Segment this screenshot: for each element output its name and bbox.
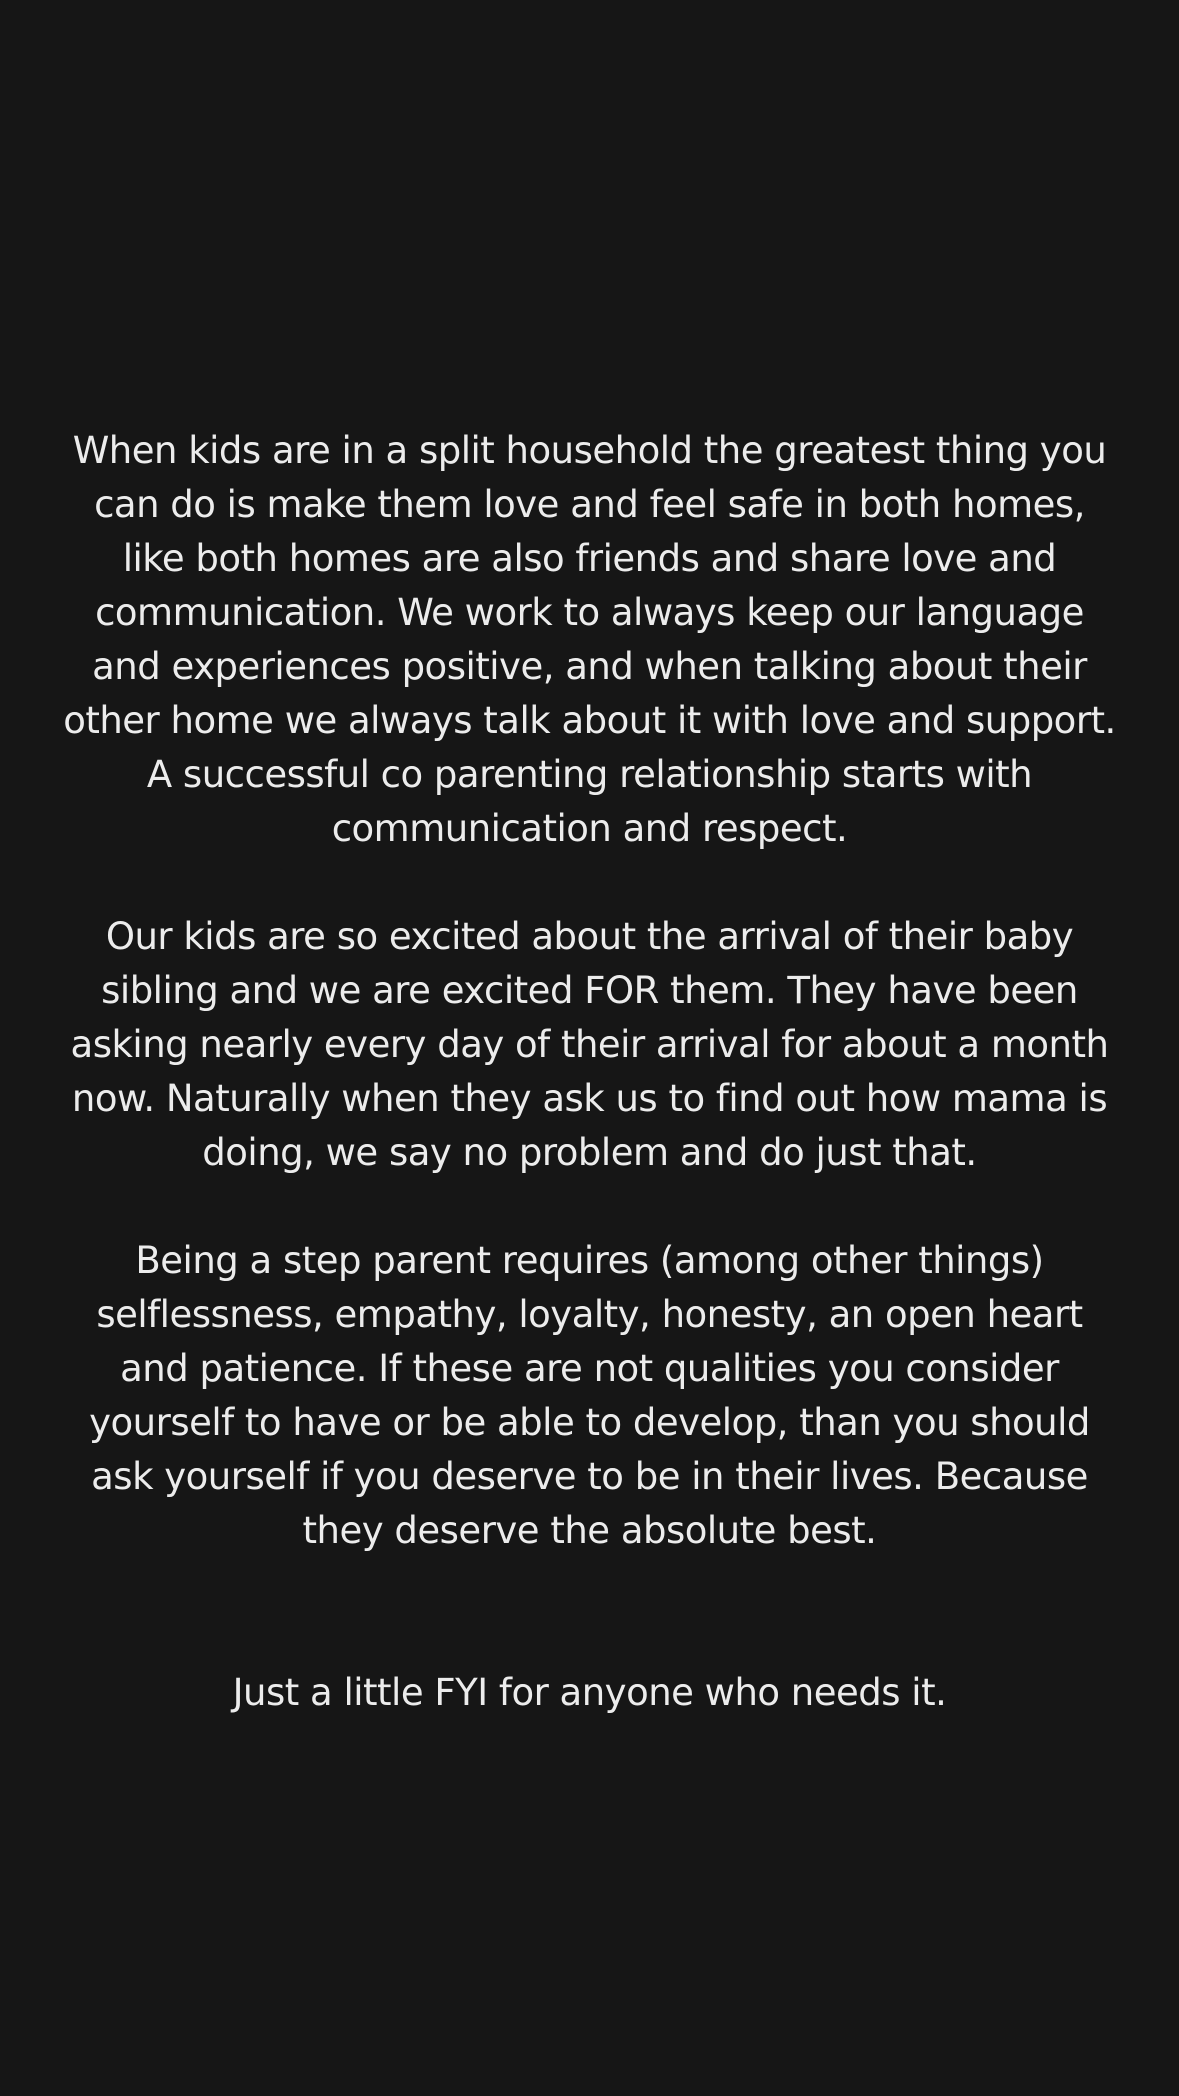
- story-paragraph-step-parent: Being a step parent requires (among other things) selflessness, empathy, loyalty, honesty, an open heart and patience. If these are not qualities you consider yourself to have or be able to develop, than you should ask yourself if you deserve to be in their lives. Because they deserve the absolute best.: [89, 1239, 1090, 1552]
- story-paragraph-co-parenting: When kids are in a split household the greatest thing you can do is make them love and feel safe in both homes, like both homes are also friends and share love and communication. We work to always keep our language and experiences positive, and when talking about their other home we always talk about it with love and support. A successful co parenting relationship starts with communication and respect.: [63, 429, 1116, 850]
- story-paragraph-baby-sibling: Our kids are so excited about the arrival of their baby sibling and we are excited FOR them. They have been asking nearly every day of their arrival for about a month now. Naturally when they ask us to find out how mama is doing, we say no problem and do just that.: [70, 915, 1109, 1174]
- story-text-block: [60, 424, 1119, 1720]
- story-paragraph-fyi: Just a little FYI for anyone who needs it.: [232, 1671, 947, 1714]
